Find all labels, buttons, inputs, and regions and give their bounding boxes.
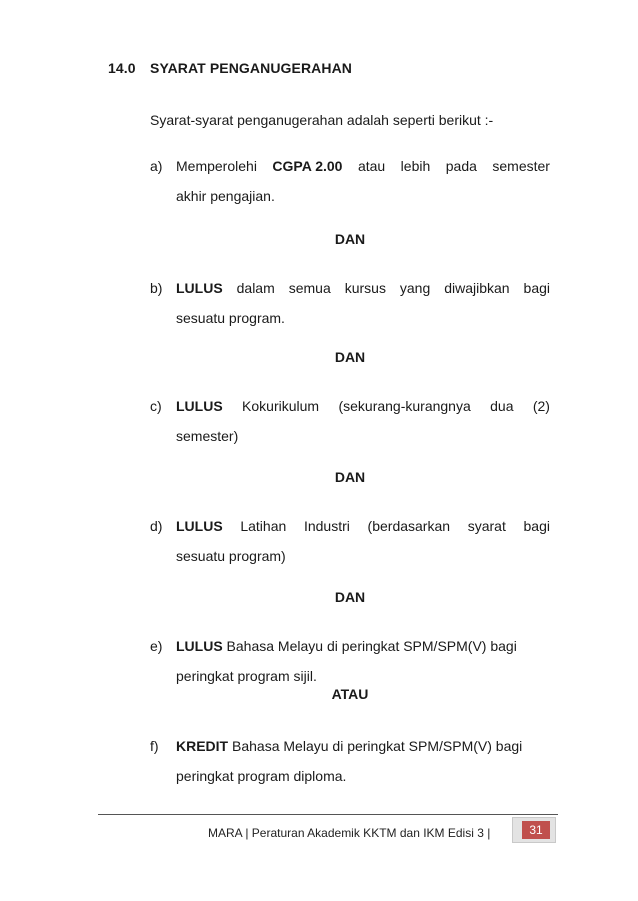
- list-item-c: [150, 391, 550, 451]
- item-word: Memperolehi: [176, 158, 257, 174]
- item-continuation: peringkat program sijil.: [176, 668, 317, 684]
- item-word: (2): [532, 398, 550, 414]
- list-item-e: [150, 631, 550, 691]
- item-word: atau: [357, 158, 386, 174]
- item-word: Industri: [303, 518, 350, 534]
- item-word: (berdasarkan: [367, 518, 451, 534]
- item-word: yang: [399, 280, 431, 296]
- item-word: bagi: [523, 518, 550, 534]
- conjunction-dan: DAN: [334, 231, 366, 247]
- conjunction-dan: DAN: [334, 469, 366, 485]
- conjunction-dan: DAN: [334, 589, 366, 605]
- item-marker: c): [150, 398, 162, 414]
- item-word: semester: [492, 158, 550, 174]
- item-marker: f): [150, 738, 159, 754]
- item-word: dalam: [236, 280, 275, 296]
- list-item-d: [150, 511, 550, 571]
- item-word: pada: [445, 158, 477, 174]
- item-word: Kokurikulum: [242, 398, 320, 414]
- conjunction-atau: ATAU: [331, 686, 369, 702]
- list-item-f: [150, 731, 550, 791]
- item-text: Bahasa Melayu di peringkat SPM/SPM(V) bagi: [222, 638, 517, 654]
- status-kredit: KREDIT: [176, 738, 229, 754]
- item-continuation: sesuatu program.: [176, 310, 285, 326]
- footer-text: MARA | Peraturan Akademik KKTM dan IKM Edisi 3 |: [208, 826, 491, 840]
- item-word: dua: [490, 398, 514, 414]
- item-continuation: semester): [176, 428, 239, 444]
- item-word: semua: [288, 280, 331, 296]
- item-word: kursus: [344, 280, 386, 296]
- item-word: (sekurang-kurangnya: [338, 398, 471, 414]
- item-continuation: sesuatu program): [176, 548, 286, 564]
- item-word: lebih: [400, 158, 431, 174]
- footer-divider: [98, 814, 558, 815]
- item-word: Latihan: [240, 518, 287, 534]
- cgpa-value: CGPA 2.00: [272, 158, 343, 174]
- list-item-b: [150, 273, 550, 333]
- item-continuation: peringkat program diploma.: [176, 768, 347, 784]
- item-marker: b): [150, 280, 163, 296]
- section-number: 14.0: [108, 60, 136, 76]
- item-continuation: akhir pengajian.: [176, 188, 275, 204]
- status-lulus: LULUS: [176, 518, 223, 534]
- page-number: 31: [522, 821, 550, 839]
- item-word: diwajibkan: [444, 280, 510, 296]
- list-item-a: [150, 151, 550, 211]
- status-lulus: LULUS: [176, 638, 223, 654]
- item-word: bagi: [523, 280, 550, 296]
- item-marker: a): [150, 158, 163, 174]
- item-marker: e): [150, 638, 163, 654]
- section-heading: [108, 60, 352, 76]
- conjunction-dan: DAN: [334, 349, 366, 365]
- status-lulus: LULUS: [176, 280, 223, 296]
- item-marker: d): [150, 518, 163, 534]
- status-lulus: LULUS: [176, 398, 223, 414]
- item-word: syarat: [467, 518, 506, 534]
- item-text: Bahasa Melayu di peringkat SPM/SPM(V) bagi: [228, 738, 523, 754]
- intro-text: Syarat-syarat penganugerahan adalah seperti berikut :-: [150, 112, 494, 128]
- section-title: SYARAT PENGANUGERAHAN: [150, 60, 353, 76]
